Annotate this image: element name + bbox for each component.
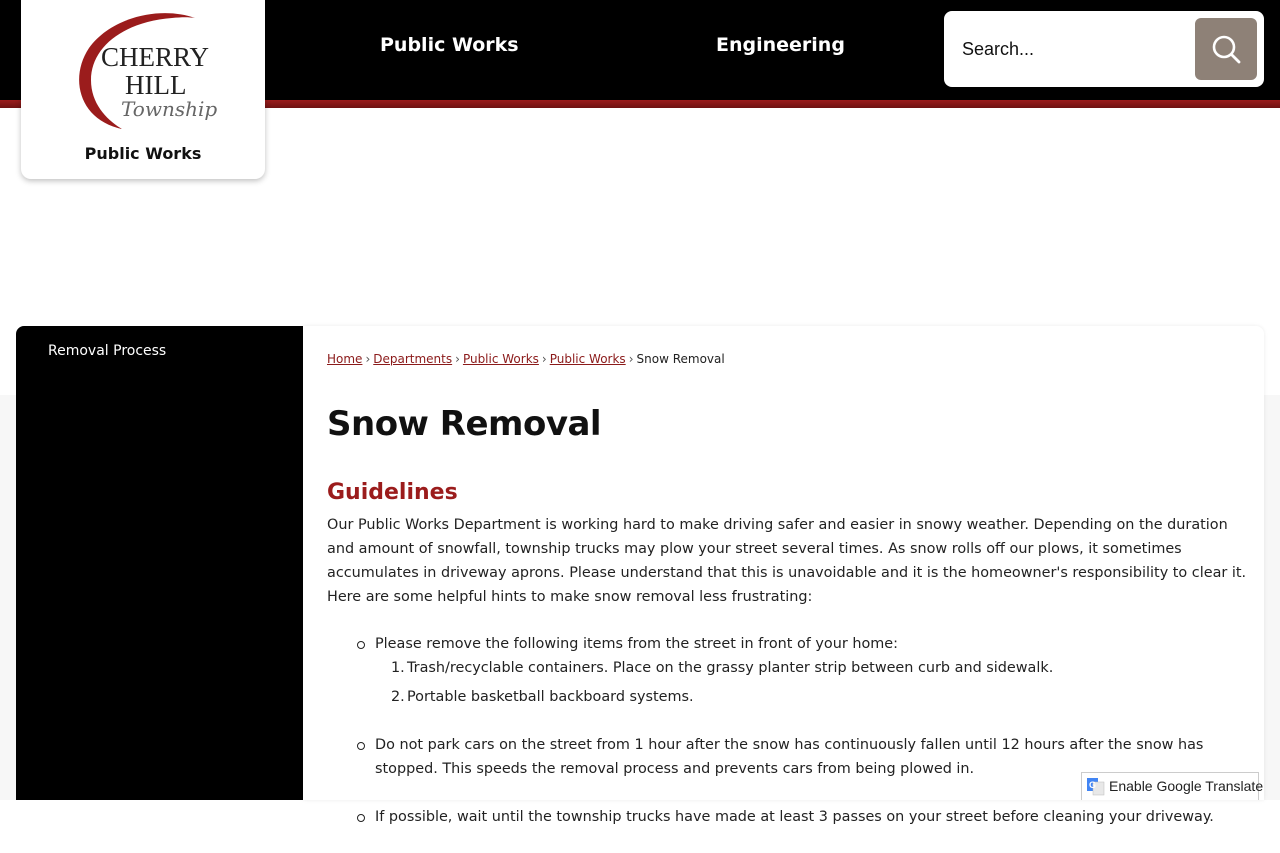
main-content [303,326,1264,825]
breadcrumb-separator: › [455,352,460,366]
search-icon [1210,33,1242,65]
intro-paragraph: Our Public Works Department is working hard to make driving safer and easier in snowy weather. Depending on the duration and amount of snowfall, township trucks may plow your street several times. As snow rolls off our plows, it sometimes accumulates in driveway aprons. Please understand that this is unavoidable and it is the homeowner's responsibility to clear it. Here are some helpful hints to make snow removal less frustrating: [327,517,1247,605]
sidebar [16,326,303,800]
logo-card[interactable] [21,0,265,179]
cherry-hill-logo [67,8,217,138]
google-translate-button[interactable] [1081,772,1264,800]
list-item-text: Do not park cars on the street from 1 hour after the snow has continuously fallen until 12 hours after the snow has stopped. This speeds the removal process and prevents cars from being plowed in. [375,737,1204,777]
search-button[interactable] [1195,18,1257,80]
breadcrumb-public-works[interactable]: Public Works [462,352,539,366]
sub-list-item [375,685,1247,709]
list-item-text: If possible, wait until the township trucks have made at least 3 passes on your street before cleaning your driveway. [375,809,1214,825]
sub-list [375,656,1247,709]
list-item-text: Please remove the following items from the street in front of your home: [375,636,898,652]
logo-text-hill: HILL [125,70,187,100]
nav-engineering[interactable]: Engineering [716,34,845,56]
guidelines-list [327,632,1247,853]
logo-text-township: Township [121,97,218,121]
google-translate-icon [1087,778,1104,795]
svg-text:G: G [1089,780,1097,790]
breadcrumb-separator: › [365,352,371,366]
breadcrumb-home[interactable]: Home [327,352,363,366]
list-item [327,805,1247,829]
search-box [944,11,1264,87]
sub-list-item [375,656,1247,680]
list-item [327,632,1247,709]
sub-list-text: Trash/recyclable containers. Place on the grassy planter strip between curb and sidewalk. [407,660,1054,676]
search-input[interactable] [962,29,1182,69]
breadcrumb-separator: › [628,352,634,366]
page-title: Snow Removal [327,404,602,444]
google-translate-label: Enable Google Translate [1109,778,1264,794]
section-title-guidelines: Guidelines [327,480,458,505]
breadcrumb-current: Snow Removal [636,352,725,366]
sub-list-number: 1. [391,660,405,676]
nav-public-works[interactable]: Public Works [380,34,519,56]
sub-list-text: Portable basketball backboard systems. [407,689,694,705]
breadcrumb [327,352,725,366]
logo-text-cherry: CHERRY [101,42,210,72]
logo-department-label: Public Works [84,144,202,163]
breadcrumb-departments[interactable]: Departments [373,352,453,366]
breadcrumb-public-works-2[interactable]: Public Works [549,352,626,366]
sidebar-item-removal-process[interactable]: Removal Process [48,343,167,359]
sub-list-number: 2. [391,689,405,705]
breadcrumb-separator: › [541,352,547,366]
